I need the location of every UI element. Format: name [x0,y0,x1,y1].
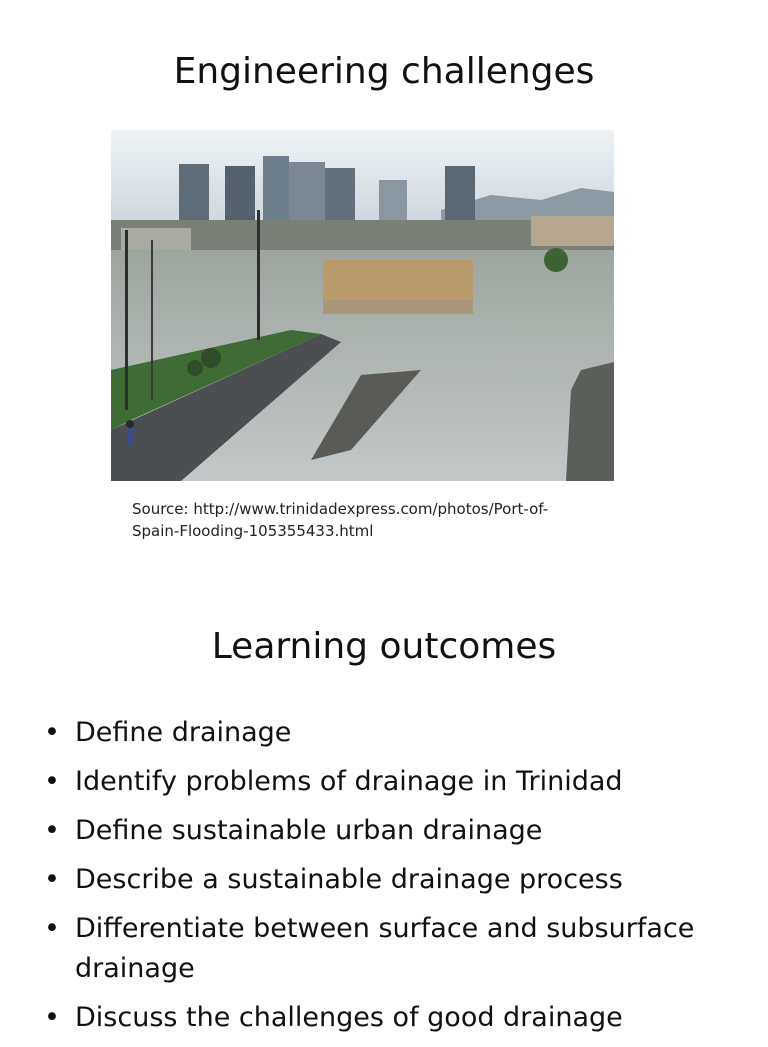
slide-title-learning-outcomes: Learning outcomes [211,626,557,667]
outcome-text: Discuss the challenges of good drainage [75,1002,623,1033]
list-item [44,762,744,802]
source-line-2: Spain-Flooding-105355433.html [132,522,374,540]
learning-outcomes-list [44,713,744,1047]
source-line-1: Source: http://www.trinidadexpress.com/photos/Port-of- [132,500,549,518]
bullet-icon: • [44,864,60,895]
outcome-text: Describe a sustainable drainage process [75,864,623,895]
bullet-icon: • [44,717,60,748]
bullet-icon: • [44,815,60,846]
list-item [44,909,744,989]
slide-title-engineering-challenges: Engineering challenges [173,51,595,92]
outcome-text: Define drainage [75,717,292,748]
bullet-icon: • [44,913,60,944]
bullet-icon: • [44,766,60,797]
outcome-text: Define sustainable urban drainage [75,815,543,846]
bullet-icon: • [44,1002,60,1033]
list-item [44,713,744,753]
list-item [44,998,744,1038]
list-item [44,811,744,851]
image-source-caption [132,498,632,542]
outcome-text: Differentiate between surface and subsurface drainage [75,913,695,984]
list-item [44,860,744,900]
flooded-city-photo [111,130,614,481]
outcome-text: Identify problems of drainage in Trinidad [75,766,623,797]
